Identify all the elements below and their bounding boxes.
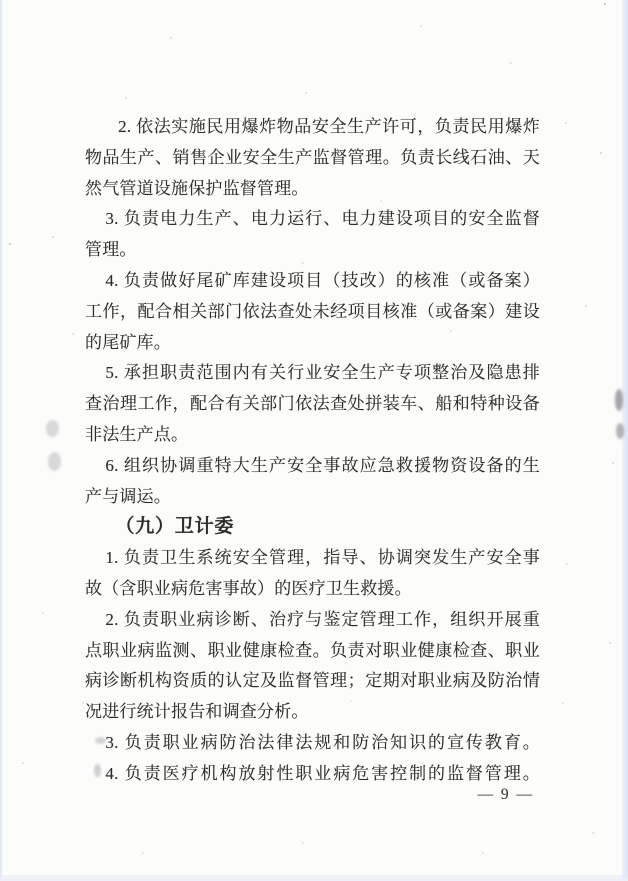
text-line: 故（含职业病危害事故）的医疗卫生救援。 [85, 578, 412, 598]
text-line: 病诊断机构资质的认定及监督管理；定期对职业病及防治情 [85, 671, 540, 691]
text-line: 5. 承担职责范围内有关行业安全生产专项整治及隐患排 [105, 363, 540, 383]
text-line: 物品生产、销售企业安全生产监督管理。负责长线石油、天 [85, 147, 540, 167]
scan-noise [0, 0, 2, 2]
text-line: 的尾矿库。 [85, 332, 171, 352]
paragraph [85, 759, 540, 790]
heading-line: （九）卫计委 [115, 516, 235, 538]
text-line: 况进行统计报告和调查分析。 [85, 702, 309, 722]
text-line: 3. 负责职业病防治法律法规和防治知识的宣传教育。 [105, 732, 540, 752]
text-line: 管理。 [85, 240, 137, 260]
text-line: 4. 负责医疗机构放射性职业病危害控制的监督管理。 [105, 763, 540, 783]
paragraph [85, 728, 540, 759]
text-line: 3. 负责电力生产、电力运行、电力建设项目的安全监督 [105, 209, 540, 229]
scan-smudge [615, 389, 623, 411]
text-line: 6. 组织协调重特大生产安全事故应急救援物资设备的生 [105, 455, 540, 475]
section-heading [85, 512, 540, 543]
paragraph [85, 605, 540, 728]
paragraph [85, 358, 540, 450]
text-line: 查治理工作，配合有关部门依法查处拼装车、船和特种设备 [85, 394, 540, 414]
text-line: 2. 负责职业病诊断、治疗与鉴定管理工作，组织开展重 [105, 609, 540, 629]
text-line: 点职业病监测、职业健康检查。负责对职业健康检查、职业 [85, 640, 540, 660]
paragraph [85, 112, 540, 204]
scan-edge-bottom [0, 875, 628, 881]
text-line: 1. 负责卫生系统安全管理，指导、协调突发生产安全事 [105, 548, 540, 568]
scan-smudge [94, 764, 101, 777]
scan-smudge [95, 737, 106, 744]
text-line: 4. 负责做好尾矿库建设项目（技改）的核准（或备案） [105, 270, 540, 290]
text-line: 产与调运。 [85, 486, 171, 506]
paragraph [85, 266, 540, 358]
scan-smudge [616, 423, 624, 439]
page-number: — 9 — [477, 786, 534, 803]
text-line: 然气管道设施保护监督管理。 [85, 178, 309, 198]
scan-edge-right [622, 0, 628, 881]
text-line: 2. 依法实施民用爆炸物品安全生产许可，负责民用爆炸 [118, 117, 540, 136]
text-line: 非法生产点。 [85, 424, 189, 444]
text-line: 工作，配合相关部门依法查处未经项目核准（或备案）建设 [85, 301, 540, 321]
document-body [85, 112, 540, 790]
scan-edge-left [0, 0, 2, 881]
scan-smudge [48, 452, 61, 471]
paragraph [85, 451, 540, 513]
scan-smudge [46, 420, 59, 437]
paragraph [85, 543, 540, 605]
paragraph [85, 204, 540, 266]
